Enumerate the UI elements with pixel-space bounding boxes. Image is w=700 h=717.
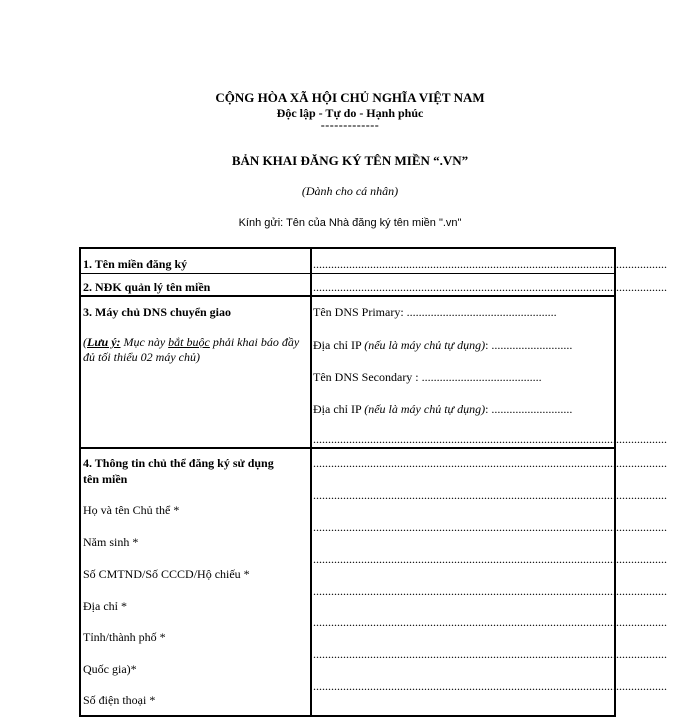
domain-field[interactable]: ...................................................................................................................... <box>313 257 667 271</box>
address-label: Địa chỉ * <box>83 599 127 613</box>
ip-label-1: Địa chỉ IP <box>313 338 365 352</box>
domain-label: 1. Tên miền đăng ký <box>83 257 188 271</box>
dns-note <box>83 335 309 365</box>
header-separator: ------------- <box>320 118 380 132</box>
dns-secondary-line <box>313 370 542 385</box>
registration-table <box>79 247 667 717</box>
dns-note-part1: Mục này <box>120 335 169 349</box>
ip-line-1 <box>313 338 572 353</box>
ip-field-1[interactable]: ........................... <box>491 338 573 352</box>
row-divider <box>81 273 614 274</box>
province-field[interactable]: ...................................................................................................................... <box>313 647 667 661</box>
form-title: BẢN KHAI ĐĂNG KÝ TÊN MIỀN “.VN” <box>231 153 469 168</box>
ip-field-2[interactable]: ........................... <box>491 402 573 416</box>
column-divider <box>310 249 312 715</box>
dns-note-prefix: ( <box>83 335 87 349</box>
row-divider <box>81 447 614 449</box>
dns-primary-field[interactable]: .................................................. <box>406 305 557 319</box>
dns-note-bat-buoc: bắt buộc <box>168 335 210 349</box>
owner-label-line2: tên miền <box>83 472 128 486</box>
form-subtitle: (Dành cho cá nhân) <box>301 184 399 198</box>
birth-year-field[interactable]: ...................................................................................................................... <box>313 552 667 566</box>
dns-primary-label: Tên DNS Primary: <box>313 305 407 319</box>
id-number-field[interactable]: ...................................................................................................................... <box>313 584 667 598</box>
ip-colon-1: : <box>485 338 492 352</box>
row-divider <box>81 295 614 297</box>
registrar-label: 2. NĐK quản lý tên miền <box>83 280 211 294</box>
registrar-field[interactable]: ...................................................................................................................... <box>313 280 667 294</box>
address-field[interactable]: ...................................................................................................................... <box>313 615 667 629</box>
dns-label: 3. Máy chủ DNS chuyển giao <box>83 305 232 319</box>
ip-label-2: Địa chỉ IP <box>313 402 365 416</box>
dns-primary-line <box>313 305 557 320</box>
country-field[interactable]: ...................................................................................................................... <box>313 679 667 693</box>
dns-extra-field[interactable]: ...................................................................................................................... <box>313 432 667 446</box>
country-label: Quốc gia)* <box>83 662 137 676</box>
owner-field[interactable]: ...................................................................................................................... <box>313 456 667 470</box>
birth-year-label: Năm sinh * <box>83 535 139 549</box>
dns-note-part2: phải khai báo đầy đủ tối thiểu 02 máy chủ) <box>83 335 300 364</box>
dns-note-luu-y: Lưu ý: <box>87 335 121 349</box>
full-name-label: Họ và tên Chủ thể * <box>83 503 180 517</box>
phone-label: Số điện thoại * <box>83 693 156 707</box>
ip-line-2 <box>313 402 572 417</box>
id-number-label: Số CMTND/Số CCCD/Hộ chiếu * <box>83 567 250 581</box>
ip-colon-2: : <box>485 402 492 416</box>
ip-hint-2: (nếu là máy chủ tự dụng) <box>364 402 486 416</box>
dns-secondary-label: Tên DNS Secondary : <box>313 370 422 384</box>
addressee: Kính gửi: Tên của Nhà đăng ký tên miền ".vn" <box>238 217 462 229</box>
header-country: CỘNG HÒA XÃ HỘI CHỦ NGHĨA VIỆT NAM <box>215 90 485 105</box>
ip-hint-1: (nếu là máy chủ tự dụng) <box>364 338 486 352</box>
header-motto: Độc lập - Tự do - Hạnh phúc <box>276 106 424 120</box>
full-name-field[interactable]: ...................................................................................................................... <box>313 520 667 534</box>
owner-field-2[interactable]: ...................................................................................................................... <box>313 488 667 502</box>
owner-label-line1: 4. Thông tin chủ thể đăng ký sử dụng <box>83 456 274 470</box>
province-label: Tỉnh/thành phố * <box>83 630 166 644</box>
dns-secondary-field[interactable]: ........................................ <box>421 370 542 384</box>
